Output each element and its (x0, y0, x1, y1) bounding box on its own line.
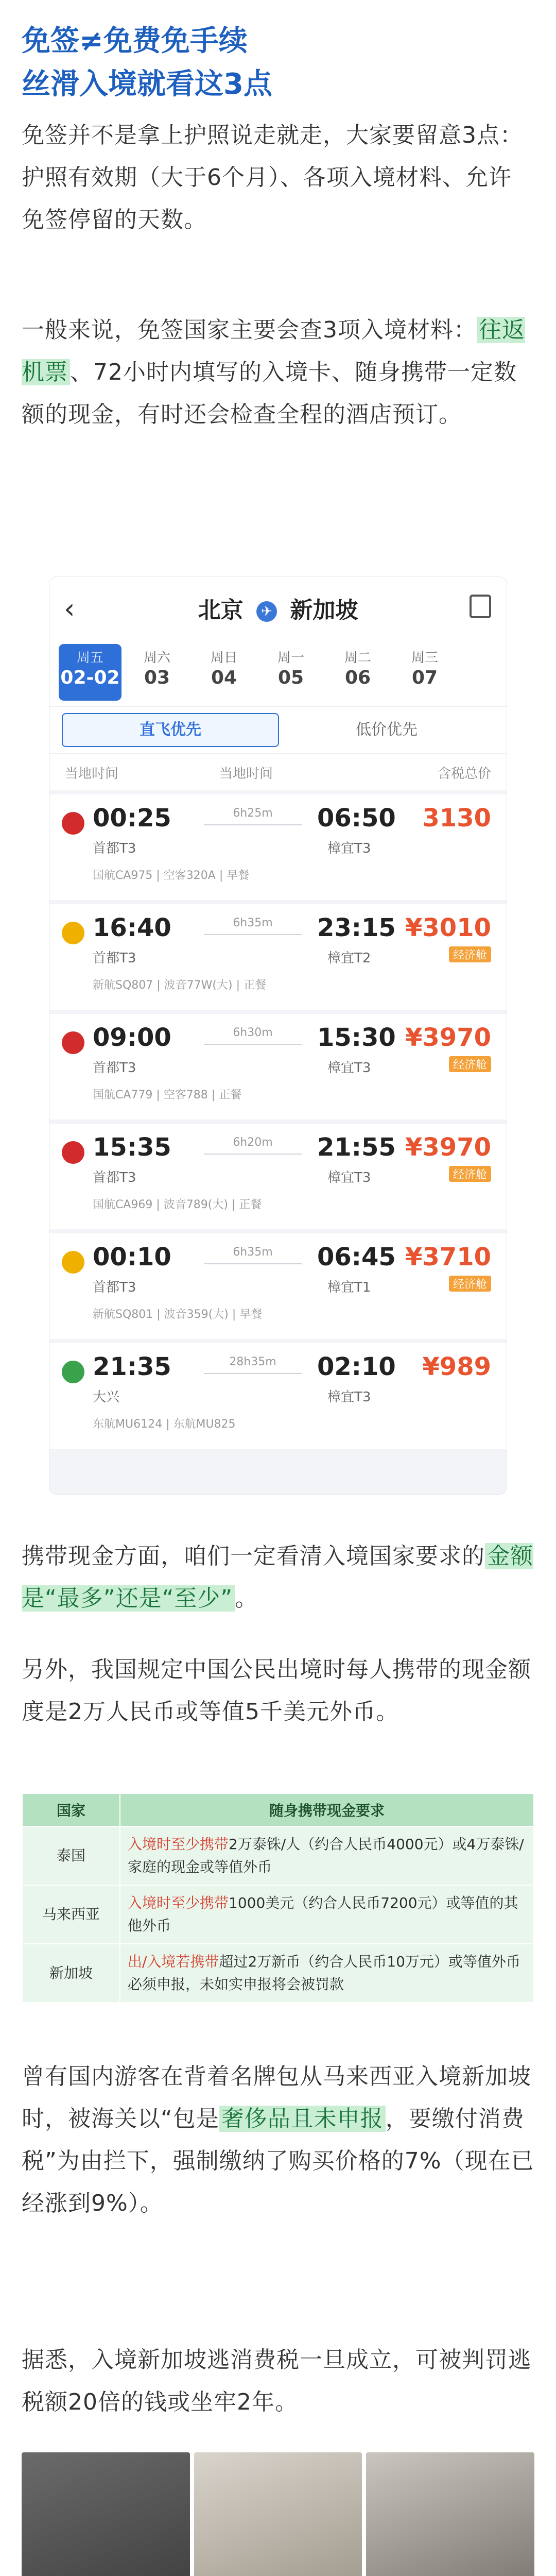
flight-row[interactable] (49, 1343, 507, 1449)
flight-duration: 6h25m (233, 807, 273, 820)
policy-req-text: 1000美元（约合人民币7200元）或等值的其他外币 (128, 1894, 518, 1934)
arrival-airport: 樟宜T3 (327, 841, 371, 856)
title-line-1: 免签≠免费免手续 (22, 24, 248, 58)
policy-country: 泰国 (22, 1826, 120, 1885)
flight-price: ¥3710 (405, 1243, 491, 1272)
route-line (204, 1154, 302, 1155)
departure-time: 21:35 (93, 1352, 171, 1381)
departure-time: 09:00 (93, 1023, 171, 1052)
arrival-airport: 樟宜T3 (327, 1060, 371, 1076)
date-day: 04 (211, 667, 237, 688)
arrival-time: 06:45 (317, 1243, 396, 1272)
customs-photo-1 (22, 2452, 190, 2576)
departure-airport: 首都T3 (93, 1060, 136, 1076)
route-line (204, 1263, 302, 1264)
policy-row (22, 1944, 534, 2003)
date-chip-5[interactable] (393, 644, 456, 701)
date-chip-3[interactable] (259, 644, 322, 701)
departure-time: 00:10 (93, 1243, 171, 1272)
col-arr-time: 当地时间 (219, 766, 273, 782)
departure-time: 16:40 (93, 913, 171, 942)
title-line-2: 丝滑入境就看这3点 (22, 67, 272, 101)
arrival-time: 02:10 (317, 1352, 396, 1381)
policy-row (22, 1885, 534, 1944)
flight-column-headers (49, 753, 507, 790)
policy-req-highlight: 入境时至少携带 (128, 1894, 229, 1911)
origin-city: 北京 (198, 597, 244, 623)
arrival-airport: 樟宜T2 (327, 951, 371, 966)
p5-highlight: 奢侈品且未申报 (219, 2106, 386, 2132)
route-line (204, 1373, 302, 1374)
paragraph-4: 另外，我国规定中国公民出境时每人携带的现金额度是2万人民币或等值5千美元外币。 (22, 1656, 531, 1725)
p5-suffix: ，要缴付消费税”为由拦下，强制缴纳了购买价格的7%（现在已经涨到9%）。 (22, 2106, 534, 2216)
cash-policy-table (22, 1793, 534, 2003)
route-line (204, 824, 302, 825)
arrival-airport: 樟宜T3 (327, 1389, 371, 1405)
flight-duration: 6h35m (233, 917, 273, 929)
cabin-tag: 经济舱 (449, 1276, 491, 1292)
policy-requirement (120, 1826, 534, 1885)
article-title (22, 20, 536, 106)
arrival-time: 06:50 (317, 804, 396, 833)
back-icon[interactable]: ‹ (64, 592, 75, 625)
departure-airport: 大兴 (93, 1389, 120, 1405)
policy-country: 新加坡 (22, 1944, 120, 2003)
sort-tabs (49, 707, 507, 753)
flight-row[interactable] (49, 904, 507, 1010)
flight-price: ¥3010 (405, 913, 491, 942)
departure-airport: 首都T3 (93, 951, 136, 966)
date-weekday: 周三 (411, 650, 438, 666)
airline-logo-icon (62, 812, 84, 835)
arrival-time: 23:15 (317, 913, 396, 942)
paragraph-3 (22, 1535, 534, 1620)
arrival-airport: 樟宜T3 (327, 1170, 371, 1185)
date-chip-1[interactable] (126, 644, 188, 701)
route-line (204, 1044, 302, 1045)
customs-photo-2 (194, 2452, 362, 2576)
flight-row[interactable] (49, 1233, 507, 1339)
route-line (204, 934, 302, 935)
paragraph-6: 据悉，入境新加坡逃消费税一旦成立，可被判罚逃税额20倍的钱或坐牢2年。 (22, 2347, 531, 2415)
arrival-time: 21:55 (317, 1133, 396, 1162)
tab-direct-first[interactable]: 直飞优先 (62, 713, 279, 747)
cabin-tag: 经济舱 (449, 1056, 491, 1072)
flight-info: 国航CA779 | 空客788 | 正餐 (93, 1089, 242, 1101)
airline-logo-icon (62, 1031, 84, 1054)
date-chip-4[interactable] (326, 644, 389, 701)
flight-info: 新航SQ807 | 波音77W(大) | 正餐 (93, 979, 266, 992)
policy-row (22, 1826, 534, 1885)
airline-logo-icon (62, 1361, 84, 1383)
date-chip-2[interactable] (193, 644, 255, 701)
policy-requirement (120, 1885, 534, 1944)
cabin-tag: 经济舱 (449, 1166, 491, 1182)
p5-prefix: 曾有国内游客在背着名牌包从马来西亚入境新加坡时，被海关以“包是 (22, 2063, 531, 2132)
date-day: 03 (144, 667, 170, 688)
policy-req-highlight: 出/入境若携带 (128, 1953, 219, 1970)
plane-icon: ✈ (256, 601, 277, 622)
departure-airport: 首都T3 (93, 841, 136, 856)
route-title (198, 591, 358, 624)
departure-time: 15:35 (93, 1133, 171, 1162)
date-day: 05 (277, 667, 304, 688)
paragraph-1: 免签并不是拿上护照说走就走，大家要留意3点：护照有效期（大于6个月）、各项入境材料、允许免签停留的天数。 (22, 122, 523, 233)
departure-airport: 首都T3 (93, 1170, 136, 1185)
date-weekday: 周一 (277, 650, 304, 666)
flight-row[interactable] (49, 794, 507, 900)
date-day: 02-02 (60, 667, 120, 688)
arrival-time: 15:30 (317, 1023, 396, 1052)
flight-list (49, 794, 507, 1449)
departure-time: 00:25 (93, 804, 171, 833)
flight-price: ¥3970 (405, 1133, 491, 1162)
customs-photo-3 (366, 2452, 534, 2576)
flight-row[interactable] (49, 1014, 507, 1120)
flight-info: 东航MU6124 | 东航MU825 (93, 1418, 236, 1431)
policy-req-text: 2万泰铢/人（约合人民币4000元）或4万泰铢/家庭的现金或等值外币 (128, 1836, 524, 1875)
airline-logo-icon (62, 1251, 84, 1274)
paragraph-2 (22, 309, 534, 436)
policy-header-requirement: 随身携带现金要求 (120, 1793, 534, 1826)
p2-highlight: 往返机票 (22, 317, 525, 385)
date-weekday: 周日 (210, 650, 237, 666)
arrival-airport: 樟宜T1 (327, 1280, 371, 1295)
customs-photo-collage (22, 2452, 534, 2576)
flight-row[interactable] (49, 1124, 507, 1229)
tab-lowest-price[interactable]: 低价优先 (356, 721, 418, 739)
calendar-icon[interactable] (470, 595, 491, 618)
policy-requirement (120, 1944, 534, 2003)
p2-prefix: 一般来说，免签国家主要会查3项入境材料： (22, 317, 477, 343)
p2-suffix: 、72小时内填写的入境卡、随身携带一定数额的现金，有时还会检查全程的酒店预订。 (22, 359, 517, 428)
col-price: 含税总价 (437, 766, 491, 782)
cabin-tag: 经济舱 (449, 946, 491, 962)
flight-duration: 6h30m (233, 1026, 273, 1039)
departure-airport: 首都T3 (93, 1280, 136, 1295)
flight-duration: 6h35m (233, 1246, 273, 1259)
date-day: 07 (411, 667, 438, 688)
date-day: 06 (344, 667, 371, 688)
flight-price: ¥989 (422, 1352, 491, 1381)
flight-price: ¥3970 (405, 1023, 491, 1052)
flight-info: 国航CA969 | 波音789(大) | 正餐 (93, 1198, 262, 1211)
policy-req-text: 超过2万新币（约合人民币10万元）或等值外币必须申报，未如实申报将会被罚款 (128, 1953, 520, 1993)
date-weekday: 周二 (344, 650, 371, 666)
destination-city: 新加坡 (290, 597, 358, 623)
airline-logo-icon (62, 1141, 84, 1164)
airline-logo-icon (62, 922, 84, 944)
flight-duration: 28h35m (229, 1355, 276, 1368)
policy-header-country: 国家 (22, 1793, 120, 1826)
date-chip-0[interactable] (59, 644, 121, 701)
policy-country: 马来西亚 (22, 1885, 120, 1944)
app-header (49, 577, 507, 639)
p3-suffix: 。 (235, 1585, 258, 1612)
policy-req-highlight: 入境时至少携带 (128, 1836, 229, 1853)
flight-info: 国航CA975 | 空客320A | 早餐 (93, 869, 250, 882)
p3-highlight: 金额是“最多”还是“至少” (22, 1543, 533, 1612)
flight-info: 新航SQ801 | 波音359(大) | 早餐 (93, 1308, 263, 1321)
col-dep-time: 当地时间 (65, 766, 119, 782)
flight-price: 3130 (422, 804, 491, 833)
date-strip (49, 639, 507, 707)
date-weekday: 周六 (143, 650, 170, 666)
paragraph-5 (22, 2056, 534, 2225)
date-weekday: 周五 (76, 650, 103, 666)
flight-duration: 6h20m (233, 1136, 273, 1149)
flight-search-screenshot (49, 577, 507, 1494)
p3-prefix: 携带现金方面，咱们一定看清入境国家要求的 (22, 1543, 485, 1569)
